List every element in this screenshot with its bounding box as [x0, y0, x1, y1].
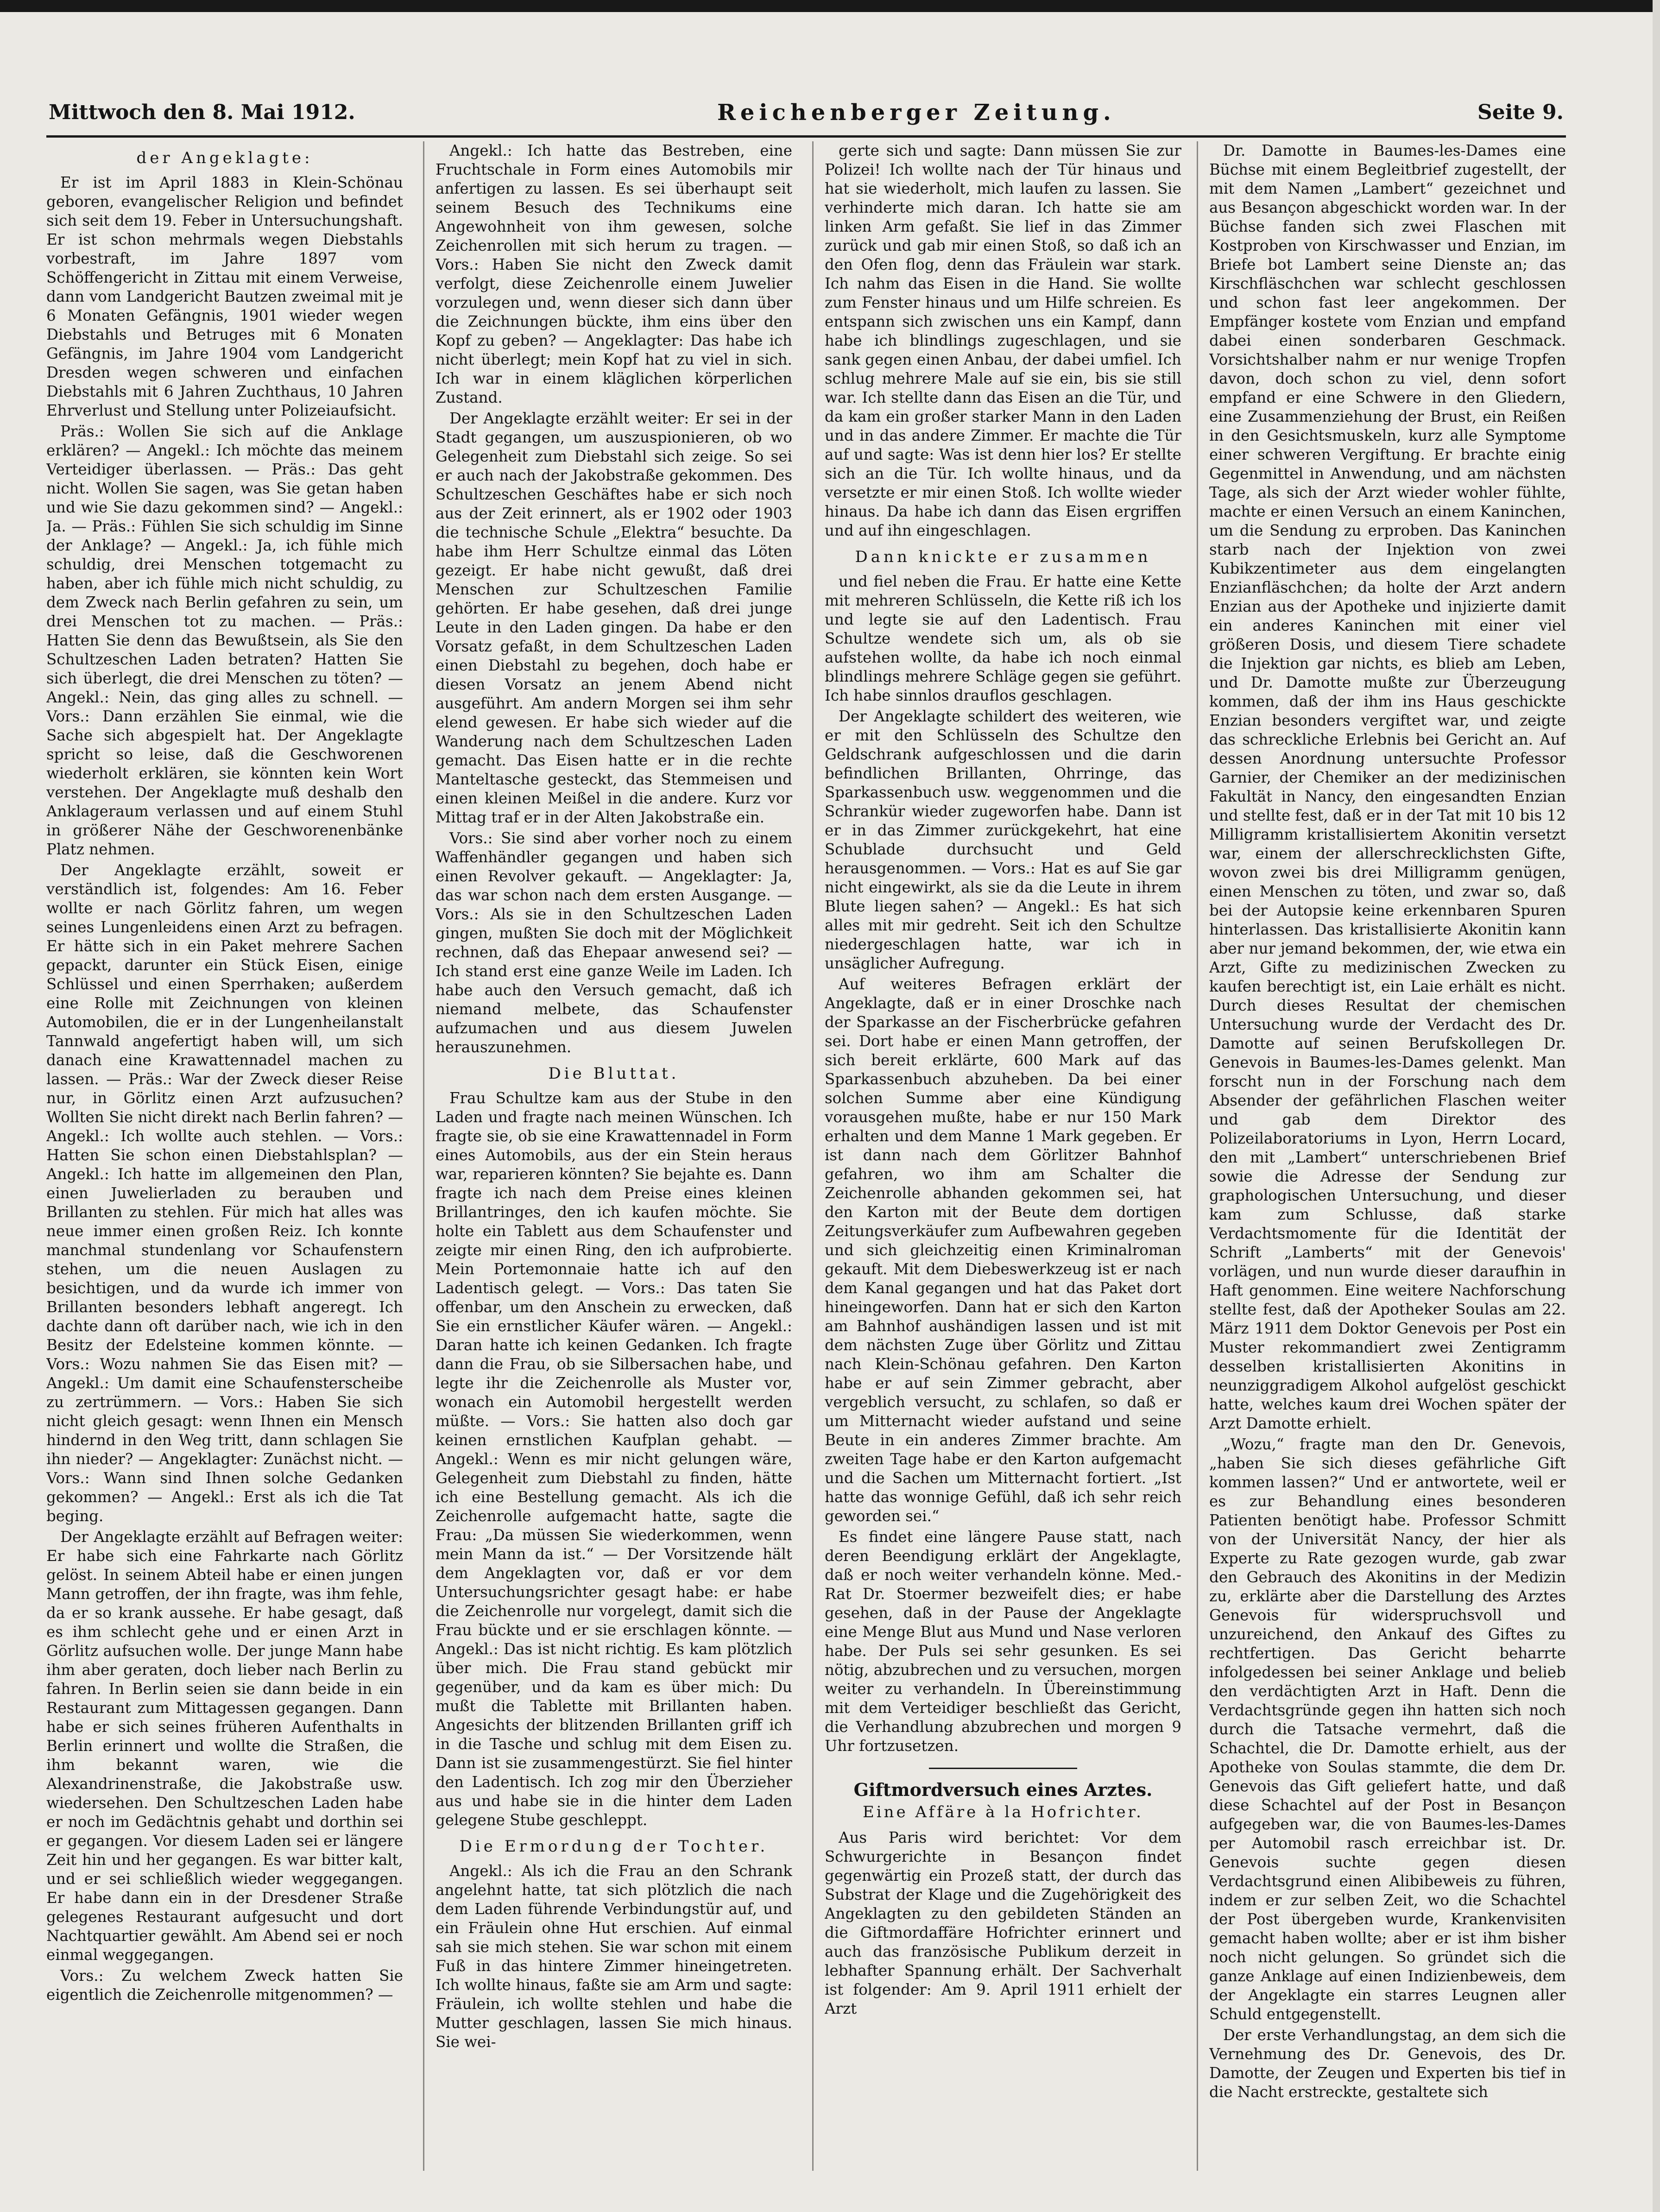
article-headline-giftmord: Giftmordversuch eines Arztes.: [853, 1779, 1153, 1800]
paragraph: Der Angeklagte schildert des weiteren, wie er mit den Schlüsseln des Schultze den Geldschrank aufgeschlossen und die darin befindlichen Brillanten, Ohrringe, das Sparkassenbuch usw. weggenommen und die Schrankür wieder zugeworfen habe. Dann ist er in das Zimmer zurückgekehrt, hat eine Schublade durchsucht und Geld herausgenommen. — Vors.: Hat es auf Sie gar nicht eingewirkt, als sie da die Leute in ihrem Blute liegen sahen? — Angekl.: Es hat sich alles mit mir gedreht. Seit ich den Schultze niedergeschlagen hatte, war ich in unsäglicher Aufregung.: [825, 708, 1181, 972]
paragraph: Vors.: Zu welchem Zweck hatten Sie eigentlich die Zeichenrolle mitgenommen? —: [46, 1967, 403, 2003]
header-rule: [46, 135, 1566, 138]
scan-border-right: [1653, 0, 1660, 2212]
page-number: Seite 9.: [1477, 101, 1564, 124]
paragraph: Dr. Damotte in Baumes-les-Dames eine Büchse mit einem Begleitbrief zugestellt, der mit dem Namen „Lambert“ gezeichnet und aus Besançon abgeschickt worden war. In der Büchse fanden sich zwei Flaschen mit Kostproben von Kirschwasser und Enzian, im Briefe bot Lambert seine Dienste an; das Kirschfläschchen war schlecht geschlossen und schon fast leer angekommen. Der Empfänger kostete vom Enzian und empfand dabei einen sonderbaren Geschmack. Vorsichtshalber nahm er nur wenige Tropfen davon, doch schon zu viel, denn sofort empfand er eine Schwere in den Gliedern, eine Zusammenziehung der Brust, ein Reißen in den Gesichtsmuskeln, kurz alle Symptome einer schweren Vergiftung. Er brachte einig Gegenmittel in Anwendung, und am nächsten Tage, als sich der Arzt wieder wohler fühlte, machte er einen Versuch an einem Kaninchen, um die Sendung zu erproben. Das Kaninchen starb nach der Injektion von zwei Kubikzentimeter aus dem eingelangten Enzianfläschchen; da holte der Arzt andern Enzian aus der Apotheke und injizierte damit ein anderes Kaninchen mit einer viel größeren Dosis, und diesem Tiere schadete die Injektion gar nichts, es blieb am Leben, und Dr. Damotte mußte zur Überzeugung kommen, daß der ihm ins Haus geschickte Enzian besonders vergiftet war, und zeigte das schreckliche Erlebnis bei Gericht an. Auf dessen Anordnung untersuchte Professor Garnier, der Chemiker an der medizinischen Fakultät in Nancy, den eingesandten Enzian und stellte fest, daß er in der Tat mit 10 bis 12 Milligramm kristallisiertem Akonitin versetzt war, einem der allerschrecklichsten Gifte, wovon zwei bis drei Milligramm genügen, einen Menschen zu töten, und zwar so, daß bei der Autopsie keine erkennbaren Spuren hinterlassen. Das kristallisierte Akonitin kann aber nur jemand bekommen, der, wie etwa ein Arzt, Gifte zu medizinischen Zwecken zu kaufen berechtigt ist, ein Laie erhält es nicht. Durch dieses Resultat der chemischen Untersuchung wurde der Verdacht des Dr. Damotte auf seinen Berufskollegen Dr. Genevois in Baumes-les-Dames gelenkt. Man forscht nun in der Forschung nach dem Absender der gefährlichen Flaschen weiter und gab dem Direktor des Polizeilaboratoriums in Lyon, Herrn Locard, den mit „Lambert“ unterschriebenen Brief sowie die Adresse der Sendung zur graphologischen Untersuchung, und dieser kam zum Schlusse, daß starke Verdachtsmomente für die Identität der Schrift „Lamberts“ mit der Genevois' vorlägen, und nun wurde dieser daraufhin in Haft genommen. Eine weitere Nachforschung stellte fest, daß der Apotheker Soulas am 22. März 1911 dem Doktor Genevois per Post ein Muster rekommandiert zwei Zentigramm desselben kristallisierten Akonitins in neunziggradigem Alkohol aufgelöst geschickt hatte, welches kaum drei Wochen später der Arzt Damotte erhielt.: [1209, 142, 1566, 1432]
section-heading-tochter: Die Ermordung der Tochter.: [459, 1837, 769, 1856]
paragraph: Es findet eine längere Pause statt, nach deren Beendigung erklärt der Angeklagte, daß er noch weiter verhandeln könne. Med.-Rat Dr. Stoermer bezweifelt dies; er habe gesehen, daß in der Pause der Angeklagte eine Menge Blut aus Mund und Nase verloren habe. Der Puls sei sehr gesunken. Es sei nötig, abzubrechen und zu versuchen, morgen weiter zu verhandeln. In Übereinstimmung mit dem Verteidiger beschließt das Gericht, die Verhandlung abzubrechen und morgen 9 Uhr fortzusetzen.: [825, 1528, 1181, 1755]
paragraph: Er ist im April 1883 in Klein-Schönau geboren, evangelischer Religion und befindet sich seit dem 19. Feber in Untersuchungshaft. Er ist schon mehrmals wegen Diebstahls vorbestraft, im Jahre 1897 vom Schöffengericht in Zittau mit einem Verweise, dann vom Landgericht Bautzen zweimal mit je 6 Monaten Gefängnis, 1901 wieder wegen Diebstahls und Betruges mit 6 Monaten Gefängnis, im Jahre 1904 vom Landgericht Dresden wegen schweren und einfachen Diebstahls mit 6 Jahren Zuchthaus, 10 Jahren Ehrverlust und Stellung unter Polizeiaufsicht.: [46, 174, 403, 419]
issue-date: Mittwoch den 8. Mai 1912.: [49, 101, 355, 124]
article-subheadline: Eine Affäre à la Hofrichter.: [862, 1803, 1143, 1821]
paragraph: Der Angeklagte erzählt weiter: Er sei in der Stadt gegangen, um auszuspionieren, ob wo Gelegenheit zum Diebstahl sich zeige. So sei er auch nach der Jakobstraße gekommen. Des Schultzeschen Geschäftes habe er sich noch aus der Zeit erinnert, als er 1902 oder 1903 die technische Schule „Elektra“ besuchte. Da habe ihm Herr Schultze einmal das Löten gezeigt. Er habe nicht gewußt, daß drei Menschen zur Schultzeschen Familie gehörten. Er habe gesehen, daß drei junge Leute in den Laden gingen. Da habe er den Vorsatz gefaßt, in dem Schultzeschen Laden einen Diebstahl zu begehen, doch habe er diesen Vorsatz an jenem Abend nicht ausgeführt. Am andern Morgen sei ihm sehr elend gewesen. Er habe sich wieder auf die Wanderung nach dem Schultzeschen Laden gemacht. Das Eisen hatte er in die rechte Manteltasche gesteckt, das Stemmeisen und einen kleinen Meißel in die andere. Kurz vor Mittag traf er in der Alten Jakobstraße ein.: [436, 410, 792, 826]
paragraph: „Wozu,“ fragte man den Dr. Genevois, „haben Sie sich dieses gefährliche Gift kommen lassen?“ Und er antwortete, weil er es zur Behandlung eines besonderen Patienten benötigt habe. Professor Schmitt von der Universität Nancy, der hier als Experte zu Rate gezogen wurde, gab zwar den Gebrauch des Akonitins in der Medizin zu, erklärte aber die Darstellung des Arztes Genevois für widerspruchsvoll und unzureichend, den Ankauf des Giftes zu rechtfertigen. Das Gericht beharrte infolgedessen bei seiner Anklage und belieb den verdächtigten Arzt in Haft. Denn die Verdachtsgründe gegen ihn hatten sich noch durch die Tatsache vermehrt, daß die Schachtel, die Dr. Damotte erhielt, aus der Apotheke von Soulas stammte, die dem Dr. Genevois das Gift geliefert hatte, und daß diese Schachtel auf der Post in Besançon aufgegeben war, die von Baumes-les-Dames per Automobil rasch erreichbar ist. Dr. Genevois suchte gegen diesen Verdachtsgrund einen Alibibeweis zu führen, indem er zur selben Zeit, wo die Schachtel der Post übergeben wurde, Krankenvisiten gemacht haben wollte; aber er ist ihm bisher noch nicht gelungen. So gründet sich die ganze Anklage auf einen Indizienbeweis, dem der Angeklagte ein starres Leugnen aller Schuld entgegenstellt.: [1209, 1435, 1566, 2023]
column-3: [825, 141, 1181, 2171]
column-2: [436, 141, 792, 2171]
section-heading-bluttat: Die Bluttat.: [548, 1064, 680, 1083]
article-columns: [46, 141, 1566, 2171]
paragraph: Der erste Verhandlungstag, an dem sich die Vernehmung des Dr. Genevois, des Dr. Damotte, der Zeugen und Experten bis tief in die Nacht erstreckte, gestaltete sich: [1209, 2026, 1566, 2101]
column-divider: [1197, 141, 1198, 2171]
paragraph: Vors.: Sie sind aber vorher noch zu einem Waffenhändler gegangen und haben sich einen Revolver gekauft. — Angeklagter: Ja, das war schon nach dem ersten Ausgange. — Vors.: Als sie in den Schultzeschen Laden gingen, mußten Sie doch mit der Möglichkeit rechnen, daß das Ehepaar anwesend sei? — Ich stand erst eine ganze Weile im Laden. Ich habe auch den Versuch gemacht, daß ich niemand melbete, das Schaufenster aufzumachen und aus diesem Juwelen herauszunehmen.: [436, 829, 792, 1056]
paragraph: Der Angeklagte erzählt, soweit er verständlich ist, folgendes: Am 16. Feber wollte er nach Görlitz fahren, um wegen seines Lungenleidens einen Arzt zu befragen. Er hätte sich in ein Paket mehrere Sachen gepackt, darunter ein Stück Eisen, einige Schlüssel und einen Sperrhaken; außerdem eine Rolle mit Zeichnungen von kleinen Automobilen, die er in der Lungenheilanstalt Tannwald angefertigt haben will, um sich danach eine Krawattennadel machen zu lassen. — Präs.: War der Zweck dieser Reise nur, in Görlitz einen Arzt aufzusuchen? Wollten Sie nicht direkt nach Berlin fahren? — Angekl.: Ich wollte auch stehlen. — Vors.: Hatten Sie schon einen Diebstahlsplan? — Angekl.: Ich hatte im allgemeinen den Plan, einen Juwelierladen zu berauben und Brillanten zu stehlen. Für mich hat alles was neue immer einen großen Reiz. Ich konnte manchmal stundenlang vor Schaufenstern stehen, um die neuen Auslagen zu besichtigen, und da wurde ich immer von Brillanten besonders lebhaft angeregt. Ich dachte dann oft darüber nach, wie ich in den Besitz der Edelsteine kommen könnte. — Vors.: Wozu nahmen Sie das Eisen mit? — Angekl.: Um damit eine Schaufensterscheibe zu zertrümmern. — Vors.: Haben Sie sich nicht gleich gesagt: wenn Ihnen ein Mensch hindernd in den Weg tritt, dann schlagen Sie ihn nieder? — Angeklagter: Zunächst nicht. — Vors.: Wann sind Ihnen solche Gedanken gekommen? — Angekl.: Erst als ich die Tat beging.: [46, 861, 403, 1525]
paragraph: und fiel neben die Frau. Er hatte eine Kette mit mehreren Schlüsseln, die Kette riß ich los und legte sie auf den Ladentisch. Frau Schultze wendete sich um, als ob sie aufstehen wollte, da habe ich noch einmal blindlings mehrere Schläge gegen sie geführt. Ich habe sinnlos drauflos geschlagen.: [825, 573, 1181, 704]
paragraph: Aus Paris wird berichtet: Vor dem Schwurgerichte in Besançon findet gegenwärtig ein Prozeß statt, der durch das Substrat der Klage und die Zugehörigkeit des Angeklagten zu den gebildeten Ständen an die Giftmordaffäre Hofrichter erinnert und auch das französische Publikum derzeit in lebhafter Spannung erhält. Der Sachverhalt ist folgender: Am 9. April 1911 erhielt der Arzt: [825, 1829, 1181, 2017]
column-4: [1209, 141, 1566, 2171]
scan-border-top: [0, 0, 1660, 12]
article-divider: [929, 1768, 1077, 1769]
column-divider: [423, 141, 424, 2171]
column-1: [46, 141, 403, 2171]
paragraph: Angekl.: Ich hatte das Bestreben, eine Fruchtschale in Form eines Automobils mir anfertigen zu lassen. Es sei überhaupt seit seinem Besuch des Technikums eine Angewohnheit von ihm gewesen, solche Zeichenrollen mit sich herum zu tragen. — Vors.: Haben Sie nicht den Zweck damit verfolgt, diese Zeichenrolle einem Juwelier vorzulegen und, wenn dieser sich dann über die Zeichnungen bückte, ihm eins über den Kopf zu geben? — Angeklagter: Das habe ich nicht überlegt; mein Kopf hat zu viel in sich. Ich war in einem kläglichen körperlichen Zustand.: [436, 142, 792, 406]
newspaper-masthead: Reichenberger Zeitung.: [717, 99, 1116, 126]
paragraph: Auf weiteres Befragen erklärt der Angeklagte, daß er in einer Droschke nach der Sparkasse an der Fischerbrücke gefahren sei. Dort habe er einen Mann getroffen, der sich bereit erklärte, 600 Mark auf das Sparkassenbuch abzuheben. Da bei einer solchen Summe aber eine Kündigung vorausgehen mußte, habe er nur 150 Mark erhalten und dem Manne 1 Mark gegeben. Er ist dann nach dem Görlitzer Bahnhof gefahren, wo ihm am Schalter die Zeichenrolle abhanden gekommen sei, hat den Karton mit der Beute dem dortigen Zeitungsverkäufer zum Aufbewahren gegeben und sich gleichzeitig einen Kriminalroman gekauft. Mit dem Diebeswerkzeug ist er nach dem Kanal gegangen und hat das Paket dort hineingeworfen. Dann hat er sich den Karton am Bahnhof aushändigen lassen und ist mit dem nächsten Zuge über Görlitz und Zittau nach Klein-Schönau gefahren. Den Karton habe er auf sein Zimmer gebracht, aber vergeblich versucht, zu schlafen, so daß er um Mitternacht wieder aufstand und seine Beute in ein anderes Zimmer brachte. Am zweiten Tage habe er den Karton aufgemacht und die Sachen um Mitternacht fortiert. „Ist hatte das wonnige Gefühl, daß ich sehr reich geworden sei.“: [825, 975, 1181, 1525]
paragraph: Präs.: Wollen Sie sich auf die Anklage erklären? — Angekl.: Ich möchte das meinem Verteidiger überlassen. — Präs.: Das geht nicht. Wollen Sie sagen, was Sie getan haben und wie Sie dazu gekommen sind? — Angekl.: Ja. — Präs.: Fühlen Sie sich schuldig im Sinne der Anklage? — Angekl.: Ja, ich fühle mich schuldig, drei Menschen totgemacht zu haben, aber ich fühle mich nicht schuldig, zu dem Zweck nach Berlin gefahren zu sein, um drei Menschen tot zu machen. — Präs.: Hatten Sie denn das Bewußtsein, als Sie den Schultzeschen Laden betraten? Hatten Sie sich überlegt, die drei Menschen zu töten? — Angekl.: Nein, das ging alles zu schnell. — Vors.: Dann erzählen Sie einmal, wie die Sache sich abgespielt hat. Der Angeklagte spricht so leise, daß die Geschworenen wiederholt erklären, sie könnten kein Wort verstehen. Der Angeklagte muß deshalb den Anklageraum verlassen und auf einem Stuhl in größerer Nähe der Geschworenenbänke Platz nehmen.: [46, 423, 403, 858]
section-heading-zusammen: Dann knickte er zusammen: [855, 548, 1151, 566]
paragraph: Der Angeklagte erzählt auf Befragen weiter: Er habe sich eine Fahrkarte nach Görlitz gelöst. In seinem Abteil habe er einen jungen Mann getroffen, der ihn fragte, was ihm fehle, da er so krank aussehe. Er habe gesagt, daß es ihm schlecht gehe und er einen Arzt in Görlitz aufsuchen wolle. Der junge Mann habe ihm aber geraten, doch lieber nach Berlin zu fahren. In Berlin seien sie dann beide in ein Restaurant zum Mittagessen gegangen. Dann habe er sich seines früheren Aufenthalts in Berlin erinnert und wollte die Straßen, die ihm bekannt waren, wie die Alexandrinenstraße, die Jakobstraße usw. wiedersehen. Den Schultzeschen Laden habe er noch im Gedächtnis gehabt und dorthin sei er gegangen. Vor diesem Laden sei er längere Zeit hin und her gegangen. Es war bitter kalt, und er sei schließlich wieder weggegangen. Er habe dann ein in der Dresdener Straße gelegenes Restaurant aufgesucht und dort Nachtquartier gewählt. Am Abend sei er noch einmal weggegangen.: [46, 1528, 403, 1964]
paragraph: Frau Schultze kam aus der Stube in den Laden und fragte nach meinen Wünschen. Ich fragte sie, ob sie eine Krawattennadel in Form eines Automobils, aus der ein Stein heraus war, reparieren könnten? Sie bejahte es. Dann fragte ich nach dem Preise eines kleinen Brillantringes, den ich kaufen möchte. Sie holte ein Tablett aus dem Schaufenster und zeigte mir einen Ring, den ich aufprobierte. Mein Portemonnaie hatte ich auf den Ladentisch gelegt. — Vors.: Das taten Sie offenbar, um den Anschein zu erwecken, daß Sie ein ernstlicher Käufer wären. — Angekl.: Daran hatte ich keinen Gedanken. Ich fragte dann die Frau, ob sie Silbersachen habe, und legte ihr die Zeichenrolle als Muster vor, wonach ein Automobil hergestellt werden müßte. — Vors.: Sie hatten also doch gar keinen ernstlichen Kaufplan gehabt. — Angekl.: Wenn es mir nicht gelungen wäre, Gelegenheit zum Diebstahl zu finden, hätte ich eine Bestellung gemacht. Als ich die Zeichenrolle aufgemacht hatte, sagte die Frau: „Da müssen Sie wiederkommen, wenn mein Mann da ist.“ — Der Vorsitzende hält dem Angeklagten vor, daß er vor dem Untersuchungsrichter gesagt habe: er habe die Zeichenrolle nur vorgelegt, damit sich die Frau bückte und er sie erschlagen könnte. — Angekl.: Das ist nicht richtig. Es kam plötzlich über mich. Die Frau stand gebückt mir gegenüber, und da kam es über mich: Du mußt die Tablette mit Brillanten haben. Angesichts der blitzenden Brillanten griff ich in die Tasche und schlug mit dem Eisen zu. Dann ist sie zusammengestürzt. Sie fiel hinter den Ladentisch. Ich zog mir den Überzieher aus und habe sie in die hinter dem Laden gelegene Stube geschleppt.: [436, 1089, 792, 1829]
paragraph: gerte sich und sagte: Dann müssen Sie zur Polizei! Ich wollte nach der Tür hinaus und hat sie wiederholt, mich laufen zu lassen. Sie verhinderte mich daran. Ich hatte sie am linken Arm gefaßt. Sie lief in das Zimmer zurück und gab mir einen Stoß, so daß ich an den Ofen flog, denn das Fräulein war stark. Ich nahm das Eisen in die Hand. Sie wollte zum Fenster hinaus und um Hilfe schreien. Es entspann sich zwischen uns ein Kampf, dann habe ich blindlings zugeschlagen, und sie sank gegen einen Anbau, der dabei umfiel. Ich schlug mehrere Male auf sie ein, bis sie still war. Ich stellte dann das Eisen an die Tür, und da kam ein großer starker Mann in den Laden und in das andere Zimmer. Er machte die Tür auf und sagte: Was ist denn hier los? Er stellte sich an die Tür. Ich wollte hinaus, und da versetzte er mir einen Stoß. Ich wollte wieder hinaus. Da habe ich dann das Eisen ergriffen und auf ihn eingeschlagen.: [825, 142, 1181, 539]
column-divider: [812, 141, 814, 2171]
section-heading-defendant: der Angeklagte:: [136, 149, 313, 167]
paragraph: Angekl.: Als ich die Frau an den Schrank angelehnt hatte, tat sich plötzlich die nach dem Laden führende Verbindungstür auf, und ein Fräulein ohne Hut erschien. Auf einmal sah sie mich stehen. Sie war schon mit einem Fuß in das hintere Zimmer hineingetreten. Ich wollte hinaus, faßte sie am Arm und sagte: Fräulein, ich wollte stehlen und habe die Mutter geschlagen, lassen Sie mich hinaus. Sie wei-: [436, 1862, 792, 2051]
page-header: [49, 95, 1564, 130]
